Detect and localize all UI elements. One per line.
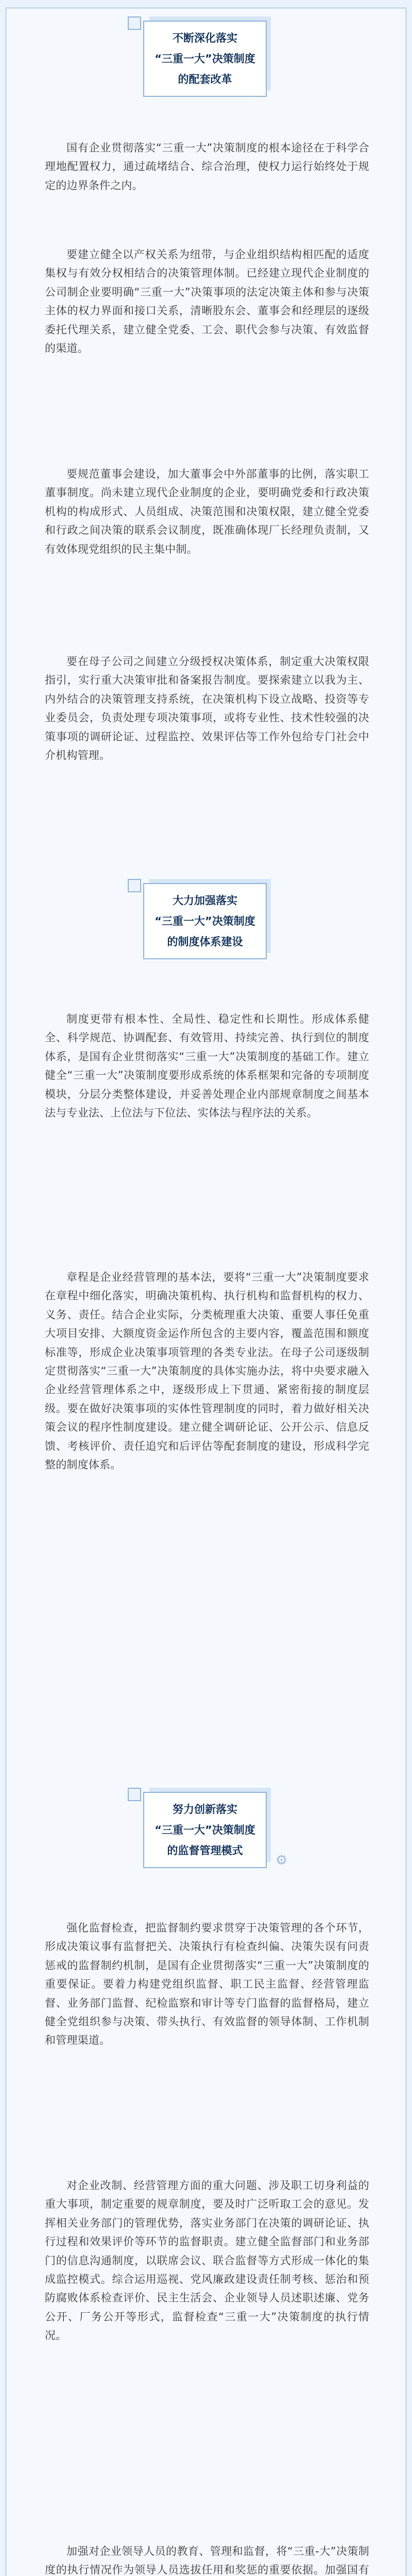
paragraph: 加强对企业领导人员的教育、管理和监督，将“三重-大”决策制度的执行情况作为领导人员选拔任用和奖惩的重要依据。加强国有 — [45, 2545, 369, 2576]
heading-line: 努力创新落实 — [173, 1803, 237, 1816]
heading-line: 不断深化落实 — [173, 32, 237, 44]
section-heading — [143, 21, 267, 97]
gear-icon: ⚙ — [276, 1853, 288, 1868]
heading-line: 的配套改革 — [178, 73, 232, 86]
heading-corner-decoration — [128, 1788, 141, 1801]
section-heading — [143, 1792, 267, 1868]
paragraph: 国有企业贯彻落实“三重一大”决策制度的根本途径在于科学合理地配置权力，通过疏堵结合、综合治理，使权力运行始终处于规定的边界条件之内。 — [45, 142, 369, 192]
article-sheet — [5, 7, 407, 2576]
paragraph: 制度更带有根本性、全局性、稳定性和长期性。形成体系健全、科学规范、协调配套、有效管用、持续完善、执行到位的制度体系，是国有企业贯彻落实“三重一大”决策制度的基础工作。建立健全“三重一大”决策制度要形成系统的体系框架和完备的专项制度模块，分层分类整体建设，并妥善处理企业内部规章制度之间基本法与专业法、上位法与下位法、实体法与程序法的关系。 — [45, 1013, 369, 1120]
heading-line: 大力加强落实 — [173, 894, 237, 907]
paragraph: 章程是企业经营管理的基本法，要将“三重一大”决策制度要求在章程中细化落实，明确决策机构、执行机构和监督机构的权力、义务、责任。结合企业实际，分类梳理重大决策、重要人事任免重大项目安排、大额度资金运作所包含的主要内容，覆盖范围和额度标准等，形成企业决策事项管理的各类专业法。在母子公司逐级制定贯彻落实“三重一大”决策制度的具体实施办法，将中央要求融入企业经营管理体系之中，逐级形成上下贯通、紧密衔接的制度层级。要在做好决策事项的实体性管理制度的同时，着力做好相关决策会议的程序性制度建设。建立健全调研论证、公开公示、信息反馈、考核评价、责任追究和后评估等配套制度的建设，形成科学完整的制度体系。 — [45, 1271, 369, 1471]
paragraph: 强化监督检查，把监督制约要求贯穿于决策管理的各个环节，形成决策议事有监督把关、决策执行有检查纠偏、决策失误有问责惩戒的监督制约机制，是国有企业贯彻落实“三重一大”决策制度的重要保证。要着力构建党组织监督、职工民主监督、经营管理监督、业务部门监督、纪检监察和审计等专门监督的监督格局，建立健全党组织参与决策、带头执行、有效监督的领导体制、工作机制和管理渠道。 — [45, 1922, 369, 2047]
paragraph: 要在母子公司之间建立分级授权决策体系，制定重大决策权限指引，实行重大决策审批和备案报告制度。要探索建立以我为主、内外结合的决策管理支持系统，在决策机构下设立战略、投资等专业委员会，负责处理专项决策事项，或将专业性、技术性较强的决策事项的调研论证、过程监控、效果评估等工作外包给专门社会中介机构管理。 — [45, 655, 369, 762]
heading-line: “三重一大”决策制度 — [154, 1824, 255, 1836]
heading-line: 的制度体系建设 — [167, 936, 243, 948]
section-heading — [143, 883, 267, 959]
heading-corner-decoration — [128, 16, 141, 30]
paragraph: 要建立健全以产权关系为纽带，与企业组织结构相匹配的适度集权与有效分权相结合的决策管理体制。已经建立现代企业制度的公司制企业要明确“三重一大”决策事项的法定决策主体和参与决策主体的权力界面和接口关系，清晰股东会、董事会和经理层的逐级委托代理关系，建立健全党委、工会、职代会参与决策、有效监督的渠道。 — [45, 248, 369, 355]
heading-corner-decoration — [128, 879, 141, 892]
heading-line: “三重一大”决策制度 — [154, 53, 255, 65]
paragraph: 对企业改制、经营管理方面的重大问题、涉及职工切身利益的重大事项，制定重要的规章制度，要及时广泛听取工会的意见。发挥相关业务部门的管理优势，落实业务部门在决策的调研论证、执行过程和效果评价等环节的监督职责。建立健全监督部门和业务部门的信息沟通制度，以联席会议、联合监督等方式形成一体化的集成监控模式。综合运用巡视、党风廉政建设责任制考核、惩治和预防腐败体系检查评价、民主生活会、企业领导人员述职述廉、党务公开、厂务公开等形式，监督检查“三重一大”决策制度的执行情况。 — [45, 2179, 369, 2342]
heading-line: “三重一大”决策制度 — [154, 915, 255, 927]
paragraph: 要规范董事会建设，加大董事会中外部董事的比例，落实职工董事制度。尚未建立现代企业制度的企业，要明确党委和行政决策机构的构成形式、人员组成、决策范围和决策权限，建立健全党委和行政之间决策的联系会议制度，既准确体现厂长经理负责制，又有效体现党组织的民主集中制。 — [45, 468, 369, 555]
heading-line: 的监督管理模式 — [167, 1844, 243, 1857]
